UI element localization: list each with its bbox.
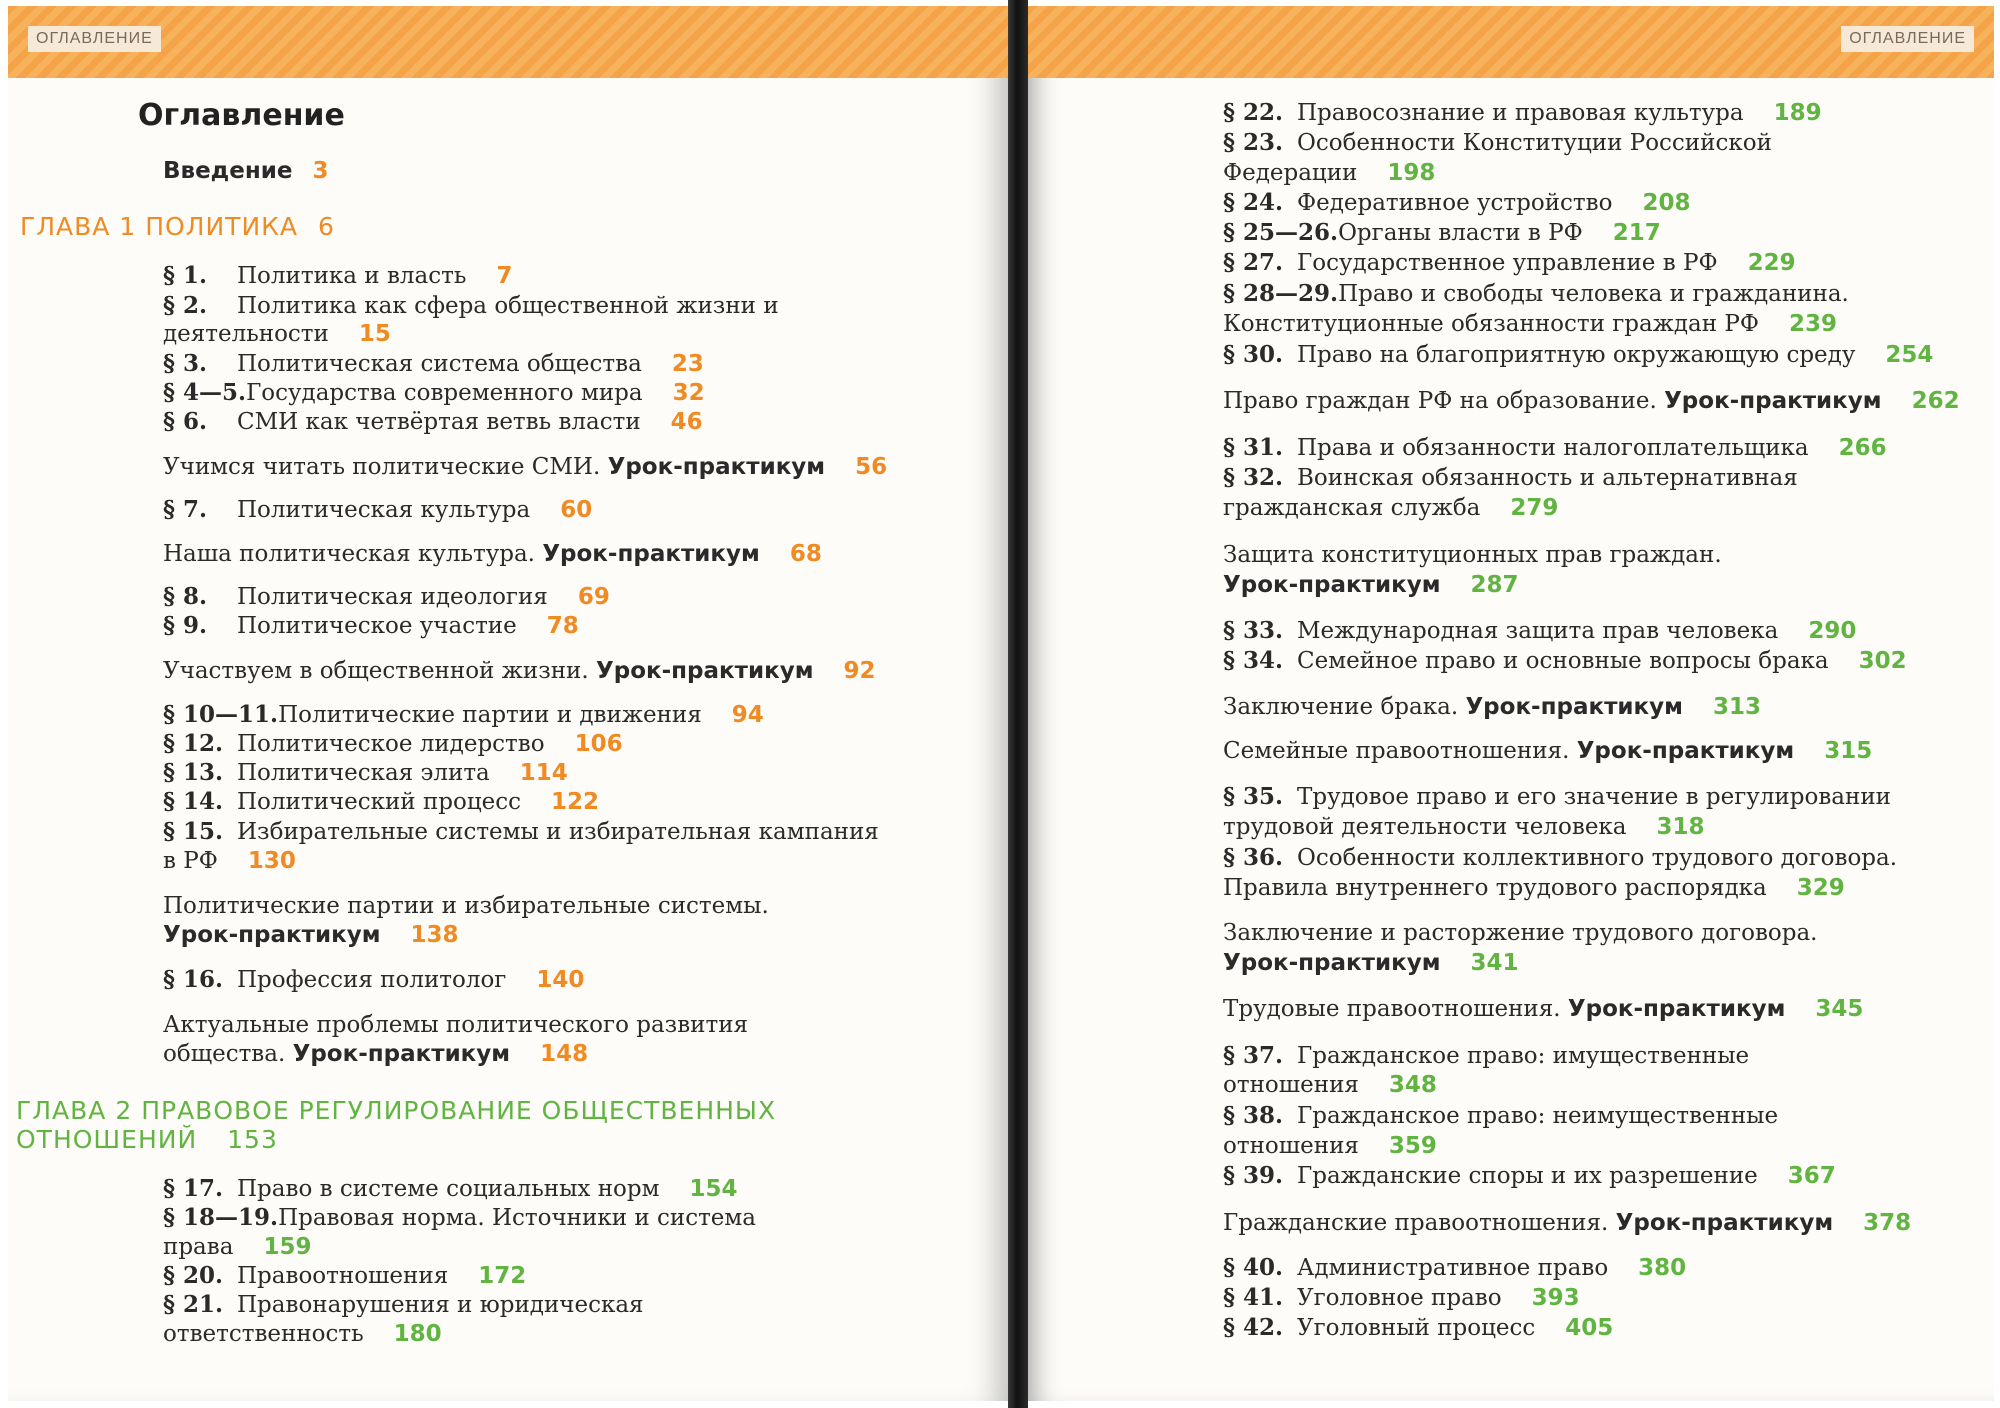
practicum-entry[interactable] — [163, 1010, 748, 1040]
page-number: 6 — [318, 212, 335, 241]
practicum-label: Урок-практикум — [596, 658, 814, 684]
practicum-entry[interactable] — [1223, 540, 1722, 570]
toc-entry[interactable] — [1223, 248, 1796, 278]
practicum-label: Урок-практикум — [1567, 996, 1786, 1022]
toc-entry[interactable] — [163, 787, 599, 817]
page-number: 148 — [540, 1041, 589, 1067]
page-number: 198 — [1387, 160, 1436, 186]
page-number: 302 — [1858, 648, 1907, 674]
toc-entry-continuation[interactable] — [1223, 493, 1558, 523]
practicum-entry[interactable] — [163, 452, 887, 482]
page-number: 130 — [247, 848, 296, 874]
entry-title: Политическое лидерство — [237, 731, 545, 757]
entry-title: Политическая идеология — [237, 584, 548, 610]
page-number: 229 — [1747, 250, 1796, 276]
page-number: 56 — [855, 454, 888, 480]
page-number: 15 — [358, 321, 391, 347]
toc-entry[interactable] — [163, 407, 703, 437]
entry-title: Уголовный процесс — [1297, 1315, 1536, 1341]
toc-entry-continuation[interactable] — [1223, 158, 1435, 188]
toc-entry-continuation[interactable] — [163, 1232, 311, 1262]
section-number: § 32. — [1223, 464, 1284, 491]
section-number: § 15. — [163, 818, 224, 845]
page-number: 92 — [843, 658, 876, 684]
page-number: 7 — [496, 263, 513, 289]
practicum-entry[interactable] — [1223, 994, 1863, 1024]
practicum-entry[interactable] — [163, 539, 822, 569]
section-number: § 6. — [163, 408, 208, 435]
page-number: 78 — [546, 613, 579, 639]
entry-title: Политическая культура — [237, 497, 531, 523]
section-number: § 9. — [163, 612, 208, 639]
practicum-label: Урок-практикум — [163, 922, 381, 948]
entry-title: Права и обязанности налогоплательщика — [1297, 435, 1809, 461]
section-number: § 17. — [163, 1175, 224, 1202]
toc-entry[interactable] — [163, 700, 764, 730]
practicum-label: Урок-практикум — [1465, 694, 1683, 720]
page-number: 380 — [1638, 1255, 1687, 1281]
section-number: § 20. — [163, 1262, 224, 1289]
practicum-entry[interactable] — [163, 656, 876, 686]
entry-title: Государственное управление в РФ — [1297, 250, 1718, 276]
page-number: 367 — [1787, 1163, 1836, 1189]
toc-entry[interactable] — [163, 965, 584, 995]
entry-title: Политика и власть — [237, 263, 467, 289]
entry-title: Правосознание и правовая культура — [1297, 100, 1744, 126]
chapter-title-cont: ОТНОШЕНИЙ — [16, 1125, 198, 1154]
page-number: 3 — [312, 158, 329, 184]
section-number: § 3. — [163, 350, 208, 377]
toc-entry[interactable] — [163, 378, 705, 408]
intro-label: Введение — [163, 158, 293, 184]
page-number: 189 — [1773, 100, 1822, 126]
page-number: 318 — [1656, 814, 1705, 840]
entry-title: Политический процесс — [237, 789, 522, 815]
entry-title: Право граждан РФ на образование. — [1223, 388, 1657, 414]
page-number: 217 — [1612, 220, 1661, 246]
section-number: § 2. — [163, 292, 208, 319]
entry-title: Право и свободы человека и гражданина. — [1338, 281, 1849, 307]
entry-title: Гражданское право: неимущественные — [1297, 1103, 1779, 1129]
page-number: 122 — [551, 789, 600, 815]
entry-title: Административное право — [1297, 1255, 1609, 1281]
entry-title: Заключение брака. — [1223, 694, 1459, 720]
section-number: § 35. — [1223, 783, 1284, 810]
entry-title-cont: отношения — [1223, 1072, 1359, 1098]
section-number: § 24. — [1223, 189, 1284, 216]
page-number: 172 — [478, 1263, 527, 1289]
entry-title: Наша политическая культура. — [163, 541, 535, 567]
left-page — [8, 6, 1008, 1401]
entry-title: СМИ как четвёртая ветвь власти — [237, 409, 641, 435]
toc-entry[interactable] — [1223, 433, 1887, 463]
section-number: § 33. — [1223, 617, 1284, 644]
page-number: 345 — [1815, 996, 1864, 1022]
page-number: 315 — [1824, 738, 1873, 764]
section-number: § 7. — [163, 496, 208, 523]
entry-title: Международная защита прав человека — [1297, 618, 1779, 644]
entry-title: Правоотношения — [237, 1263, 449, 1289]
toc-entry[interactable] — [163, 1174, 738, 1204]
entry-title-cont: отношения — [1223, 1133, 1359, 1159]
entry-title: Государства современного мира — [246, 380, 643, 406]
entry-title: Актуальные проблемы политического развития — [163, 1012, 749, 1038]
toc-entry[interactable] — [1223, 1313, 1613, 1343]
section-number: § 37. — [1223, 1042, 1284, 1069]
entry-title: Гражданские правоотношения. — [1223, 1210, 1609, 1236]
toc-entry[interactable] — [163, 817, 879, 847]
toc-entry[interactable] — [1223, 98, 1822, 128]
header-tag: ОГЛАВЛЕНИЕ — [1841, 26, 1974, 52]
toc-entry[interactable] — [1223, 188, 1690, 218]
toc-entry[interactable] — [1223, 843, 1897, 873]
section-number: § 28—29. — [1223, 280, 1339, 307]
section-number: § 41. — [1223, 1284, 1284, 1311]
entry-title: Особенности Конституции Российской — [1297, 130, 1772, 156]
entry-title: Гражданское право: имущественные — [1297, 1043, 1750, 1069]
toc-entry-continuation[interactable] — [1223, 1131, 1437, 1161]
toc-entry-continuation[interactable] — [163, 846, 296, 876]
page-number: 68 — [789, 541, 822, 567]
right-page — [1028, 6, 1994, 1401]
toc-entry[interactable] — [163, 1203, 756, 1233]
entry-title-cont: Правила внутреннего трудового распорядка — [1223, 875, 1767, 901]
entry-title: Защита конституционных прав граждан. — [1223, 542, 1722, 568]
page-number: 287 — [1470, 572, 1519, 598]
page-number: 208 — [1642, 190, 1691, 216]
practicum-entry[interactable] — [163, 891, 769, 921]
entry-title: Гражданские споры и их разрешение — [1297, 1163, 1758, 1189]
page-number: 254 — [1885, 342, 1934, 368]
toc-entry[interactable] — [1223, 1253, 1686, 1283]
page-number: 180 — [393, 1321, 442, 1347]
section-number: § 22. — [1223, 99, 1284, 126]
practicum-label: Урок-практикум — [542, 541, 760, 567]
entry-title: Трудовое право и его значение в регулировании — [1297, 784, 1891, 810]
entry-title: Право в системе социальных норм — [237, 1176, 660, 1202]
section-number: § 8. — [163, 583, 208, 610]
chapter-title: ГЛАВА 1 ПОЛИТИКА — [20, 212, 298, 241]
page-number: 329 — [1796, 875, 1845, 901]
entry-title-cont: права — [163, 1234, 234, 1260]
toc-entry[interactable] — [163, 291, 779, 321]
toc-entry[interactable] — [163, 261, 512, 291]
page-number: 114 — [519, 760, 568, 786]
page-number: 279 — [1510, 495, 1559, 521]
section-number: § 31. — [1223, 434, 1284, 461]
toc-entry-continuation[interactable] — [163, 319, 391, 349]
toc-entry[interactable] — [163, 1261, 526, 1291]
toc-entry[interactable] — [163, 758, 568, 788]
entry-title: Органы власти в РФ — [1338, 220, 1583, 246]
practicum-entry[interactable] — [1223, 918, 1818, 948]
toc-entry[interactable] — [163, 495, 592, 525]
practicum-label: Урок-практикум — [1223, 572, 1441, 598]
practicum-entry[interactable] — [1223, 386, 1960, 416]
section-number: § 14. — [163, 788, 224, 815]
entry-title: Право на благоприятную окружающую среду — [1297, 342, 1856, 368]
toc-entry[interactable] — [1223, 1283, 1580, 1313]
entry-title-cont: гражданская служба — [1223, 495, 1481, 521]
section-number: § 21. — [163, 1291, 224, 1318]
section-number: § 38. — [1223, 1102, 1284, 1129]
toc-entry[interactable] — [1223, 128, 1772, 158]
section-number: § 10—11. — [163, 701, 279, 728]
entry-title: Политические партии и движения — [278, 702, 702, 728]
practicum-label: Урок-практикум — [1615, 1210, 1834, 1236]
page-number: 262 — [1911, 388, 1960, 414]
page-number: 138 — [410, 922, 459, 948]
toc-entry-continuation[interactable] — [1223, 812, 1705, 842]
entry-title-cont: общества. — [163, 1041, 286, 1067]
toc-entry[interactable] — [1223, 1101, 1778, 1131]
practicum-label: Урок-практикум — [1576, 738, 1795, 764]
page-number: 23 — [671, 351, 704, 377]
toc-entry[interactable] — [163, 582, 610, 612]
book-gutter — [1008, 0, 1028, 1408]
entry-title: Профессия политолог — [237, 967, 507, 993]
intro-entry[interactable] — [163, 156, 328, 186]
entry-title: Трудовые правоотношения. — [1223, 996, 1561, 1022]
page-number: 32 — [672, 380, 705, 406]
toc-entry[interactable] — [1223, 1161, 1836, 1191]
practicum-label: Урок-практикум — [607, 454, 826, 480]
entry-title: Политика как сфера общественной жизни и — [237, 293, 779, 319]
page-number: 359 — [1388, 1133, 1437, 1159]
entry-title: Учимся читать политические СМИ. — [163, 454, 601, 480]
page-number: 266 — [1838, 435, 1887, 461]
entry-title: Семейное право и основные вопросы брака — [1297, 648, 1829, 674]
page-number: 106 — [574, 731, 623, 757]
page-number: 313 — [1712, 694, 1761, 720]
section-number: § 39. — [1223, 1162, 1284, 1189]
toc-entry[interactable] — [163, 729, 623, 759]
toc-entry[interactable] — [163, 1290, 644, 1320]
entry-title: Избирательные системы и избирательная кампания — [237, 819, 879, 845]
section-number: § 12. — [163, 730, 224, 757]
section-number: § 18—19. — [163, 1204, 279, 1231]
entry-title: Правовая норма. Источники и система — [278, 1205, 757, 1231]
entry-title: Воинская обязанность и альтернативная — [1297, 465, 1798, 491]
entry-title-cont: ответственность — [163, 1321, 364, 1347]
page-number: 69 — [577, 584, 610, 610]
entry-title-cont: Федерации — [1223, 160, 1358, 186]
entry-title: Правонарушения и юридическая — [237, 1292, 644, 1318]
practicum-label: Урок-практикум — [1223, 950, 1441, 976]
page-number: 60 — [560, 497, 593, 523]
toc-entry[interactable] — [163, 349, 704, 379]
page-number: 393 — [1531, 1285, 1580, 1311]
practicum-entry[interactable] — [1223, 1208, 1911, 1238]
entry-title: Политическая элита — [237, 760, 490, 786]
section-number: § 40. — [1223, 1254, 1284, 1281]
chapter-2-heading[interactable] — [16, 1096, 776, 1126]
entry-title: Особенности коллективного трудового договора. — [1297, 845, 1898, 871]
practicum-entry-continuation[interactable] — [1223, 570, 1519, 600]
section-number: § 13. — [163, 759, 224, 786]
practicum-entry-continuation[interactable] — [1223, 948, 1519, 978]
page-number: 239 — [1788, 311, 1837, 337]
page-number: 140 — [536, 967, 585, 993]
practicum-label: Урок-практикум — [1664, 388, 1882, 414]
header-tag: ОГЛАВЛЕНИЕ — [28, 26, 161, 52]
entry-title: Уголовное право — [1297, 1285, 1502, 1311]
toc-entry-continuation[interactable] — [1223, 309, 1837, 339]
section-number: § 42. — [1223, 1314, 1284, 1341]
toc-entry[interactable] — [1223, 782, 1891, 812]
section-number: § 23. — [1223, 129, 1284, 156]
toc-entry[interactable] — [1223, 616, 1856, 646]
page-number: 159 — [263, 1234, 312, 1260]
entry-title-cont: Конституционные обязанности граждан РФ — [1223, 311, 1759, 337]
chapter-2-heading-cont[interactable] — [16, 1125, 278, 1155]
entry-title-cont: деятельности — [163, 321, 329, 347]
entry-title: Федеративное устройство — [1297, 190, 1613, 216]
toc-entry[interactable] — [1223, 340, 1933, 370]
page-number: 341 — [1470, 950, 1519, 976]
entry-title-cont: в РФ — [163, 848, 218, 874]
practicum-label: Урок-практикум — [292, 1041, 511, 1067]
toc-entry-continuation[interactable] — [1223, 873, 1845, 903]
practicum-entry[interactable] — [1223, 736, 1872, 766]
section-number: § 34. — [1223, 647, 1284, 674]
entry-title: Заключение и расторжение трудового договора. — [1223, 920, 1818, 946]
entry-title: Семейные правоотношения. — [1223, 738, 1570, 764]
entry-title: Участвуем в общественной жизни. — [163, 658, 589, 684]
practicum-entry-continuation[interactable] — [163, 1039, 588, 1069]
section-number: § 30. — [1223, 341, 1284, 368]
page-title: Оглавление — [138, 98, 345, 133]
toc-entry[interactable] — [1223, 218, 1661, 248]
toc-entry[interactable] — [1223, 279, 1849, 309]
toc-entry[interactable] — [1223, 463, 1798, 493]
page-number: 290 — [1808, 618, 1857, 644]
section-number: § 36. — [1223, 844, 1284, 871]
section-number: § 25—26. — [1223, 219, 1339, 246]
page-number: 348 — [1388, 1072, 1437, 1098]
toc-entry[interactable] — [1223, 1041, 1749, 1071]
toc-entry-continuation[interactable] — [163, 1319, 442, 1349]
entry-title-cont: трудовой деятельности человека — [1223, 814, 1627, 840]
page-number: 153 — [227, 1125, 278, 1154]
section-number: § 16. — [163, 966, 224, 993]
toc-entry-continuation[interactable] — [1223, 1070, 1437, 1100]
chapter-title: ГЛАВА 2 ПРАВОВОЕ РЕГУЛИРОВАНИЕ ОБЩЕСТВЕННЫХ — [16, 1096, 777, 1125]
page-number: 154 — [689, 1176, 738, 1202]
section-number: § 4—5. — [163, 379, 247, 406]
toc-entry[interactable] — [163, 611, 579, 641]
page-number: 378 — [1863, 1210, 1912, 1236]
entry-title: Политические партии и избирательные системы. — [163, 893, 769, 919]
page-number: 405 — [1565, 1315, 1614, 1341]
toc-entry[interactable] — [1223, 646, 1907, 676]
entry-title: Политическое участие — [237, 613, 517, 639]
page-number: 46 — [670, 409, 703, 435]
chapter-1-heading[interactable] — [20, 212, 335, 242]
page-number: 94 — [731, 702, 764, 728]
entry-title: Политическая система общества — [237, 351, 642, 377]
section-number: § 27. — [1223, 249, 1284, 276]
practicum-entry-continuation[interactable] — [163, 920, 459, 950]
practicum-entry[interactable] — [1223, 692, 1761, 722]
section-number: § 1. — [163, 262, 208, 289]
